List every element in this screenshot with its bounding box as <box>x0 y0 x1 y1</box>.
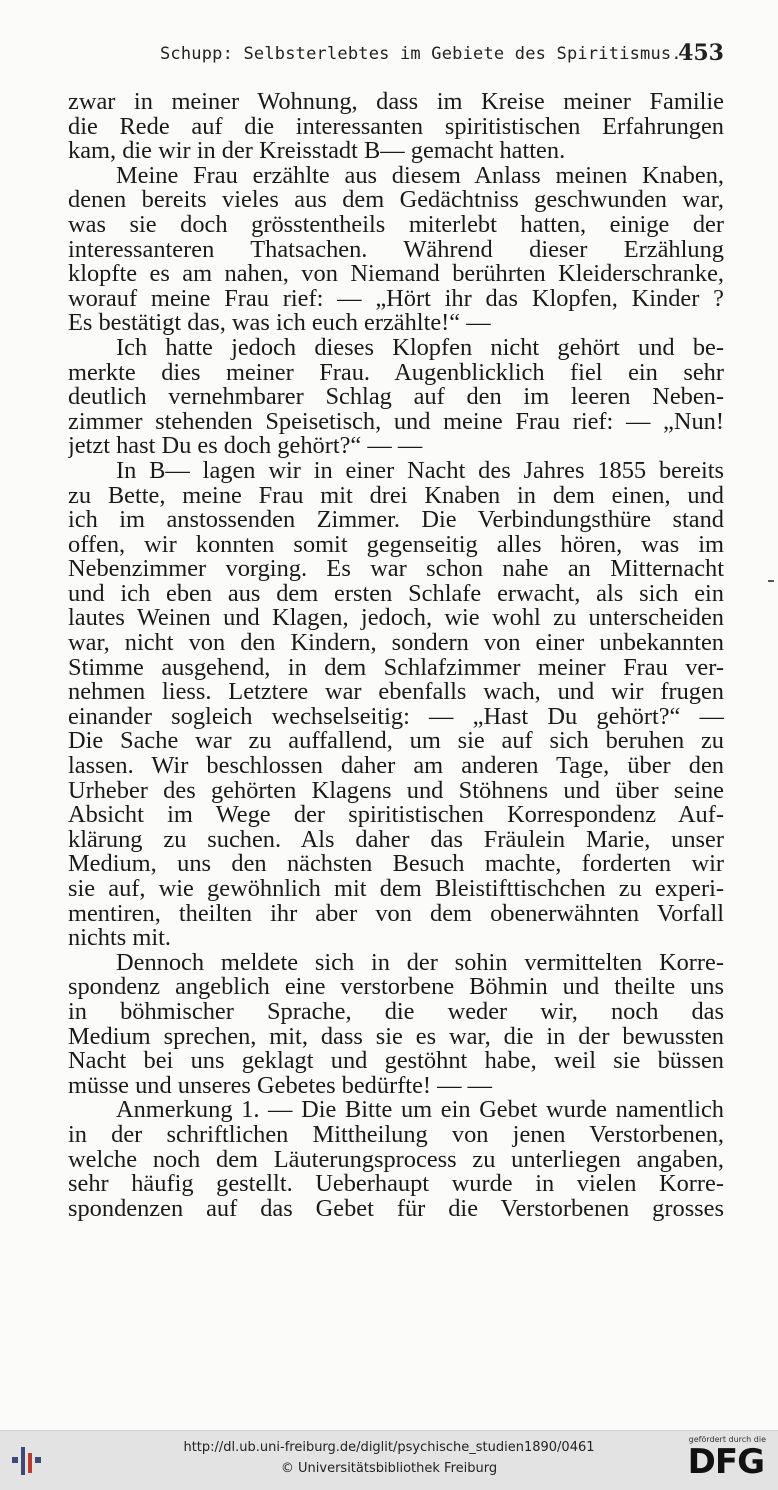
text-line: nichts mit. <box>68 926 171 951</box>
text-line: deutlich vernehmbarer Schlag auf den im leeren Neben- <box>68 385 724 410</box>
text-line: zwar in meiner Wohnung, dass im Kreise meiner Familie <box>68 90 724 115</box>
text-line: nehmen liess. Letztere war ebenfalls wach, und wir frugen <box>68 680 724 705</box>
copyright-notice: © Universitätsbibliothek Freiburg <box>280 1461 498 1476</box>
text-line: kam, die wir in der Kreisstadt B— gemacht hatten. <box>68 139 566 164</box>
body-text <box>68 90 724 1221</box>
text-line: Stimme ausgehend, in dem Schlafzimmer meiner Frau ver- <box>68 655 724 681</box>
text-line: Nebenzimmer vorging. Es war schon nahe an Mitternacht <box>68 557 724 582</box>
page-header <box>68 38 724 72</box>
text-line: In B— lagen wir in einer Nacht des Jahres 1855 bereits <box>116 458 724 484</box>
text-line: Absicht im Wege der spiritistischen Korrespondenz Auf- <box>68 803 724 828</box>
text-line: und ich eben aus dem ersten Schlafe erwacht, als sich ein <box>68 581 724 607</box>
footnote-line: spondenzen auf das Gebet für die Verstorbenen grosses <box>68 1196 724 1222</box>
dfg-logo[interactable]: DFG <box>687 1442 764 1482</box>
dfg-caption: gefördert durch die <box>688 1435 766 1444</box>
text-line: zu Bette, meine Frau mit drei Knaben in dem einen, und <box>68 483 724 509</box>
footnote-line: Anmerkung 1. — Die Bitte um ein Gebet wurde namentlich <box>116 1098 724 1123</box>
text-line: war, nicht von den Kindern, sondern von einer unbekannten <box>68 631 724 656</box>
text-line: klärung zu suchen. Als daher das Fräulein Marie, unser <box>68 827 724 853</box>
text-line: müsse und unseres Gebetes bedürfte! — — <box>68 1073 493 1099</box>
viewer-footer <box>0 1430 778 1490</box>
footnote-line: in der schriftlichen Mittheilung von jenen Verstorbenen, <box>68 1122 724 1148</box>
text-line: lassen. Wir beschlossen daher am anderen Tage, über den <box>68 754 724 779</box>
text-line: klopfte es am nahen, von Niemand berührten Kleiderschranke, <box>68 262 724 287</box>
text-line: die Rede auf die interessanten spiritistischen Erfahrungen <box>68 114 724 140</box>
text-line: spondenz angeblich eine verstorbene Böhmin und theilte uns <box>68 975 724 1000</box>
text-line: Dennoch meldete sich in der sohin vermittelten Korre- <box>116 950 724 976</box>
text-line: sie auf, wie gewöhnlich mit dem Bleistifttischchen zu experi- <box>68 877 724 902</box>
text-line: offen, wir konnten somit gegenseitig alles hören, was im <box>68 532 724 558</box>
text-line: Medium, uns den nächsten Besuch machte, forderten wir <box>68 852 724 877</box>
permalink-url[interactable]: http://dl.ub.uni-freiburg.de/diglit/psychische_studien1890/0461 <box>183 1440 595 1455</box>
text-line: Meine Frau erzählte aus diesem Anlass meinen Knaben, <box>116 163 724 189</box>
footnote-line: welche noch dem Läuterungsprocess zu unterliegen angaben, <box>68 1147 724 1173</box>
margin-mark <box>768 580 774 582</box>
text-line: Nacht bei uns geklagt und gestöhnt habe, weil sie büssen <box>68 1049 724 1074</box>
footnote-line: sehr häufig gestellt. Ueberhaupt wurde in vielen Korre- <box>68 1172 724 1197</box>
running-head: Schupp: Selbsterlebtes im Gebiete des Spiritismus. <box>160 44 682 64</box>
text-line: denen bereits vieles aus dem Gedächtniss geschwunden war, <box>68 188 724 213</box>
text-line: einander sogleich wechselseitig: — „Hast Du gehört?“ — <box>68 704 724 730</box>
text-line: zimmer stehenden Speisetisch, und meine Frau rief: — „Nun! <box>68 409 724 435</box>
text-line: merkte dies meiner Frau. Augenblicklich fiel ein sehr <box>68 360 724 386</box>
text-line: ich im anstossenden Zimmer. Die Verbindungsthüre stand <box>68 508 724 533</box>
text-line: worauf meine Frau rief: — „Hört ihr das Klopfen, Kinder ? <box>68 286 724 312</box>
page-number: 453 <box>678 40 724 66</box>
text-line: in böhmischer Sprache, die weder wir, noch das <box>68 999 724 1025</box>
text-line: Die Sache war zu auffallend, um sie auf sich beruhen zu <box>68 729 724 755</box>
text-line: mentiren, theilten ihr aber von dem obenerwähnten Vorfall <box>68 901 724 927</box>
text-line: lautes Weinen und Klagen, jedoch, wie wohl zu unterscheiden <box>68 606 724 632</box>
text-line: interessanteren Thatsachen. Während dieser Erzählung <box>68 237 724 263</box>
text-line: Es bestätigt das, was ich euch erzählte!“ — <box>68 311 491 336</box>
text-line: was sie doch grösstentheils miterlebt hatten, einige der <box>68 212 724 238</box>
text-line: Ich hatte jedoch dieses Klopfen nicht gehört und be- <box>116 335 724 361</box>
text-line: jetzt hast Du es doch gehört?“ — — <box>68 434 423 459</box>
text-line: Urheber des gehörten Klagens und Stöhnens und über seine <box>68 778 724 804</box>
text-line: Medium sprechen, mit, dass sie es war, die in der bewussten <box>68 1024 724 1050</box>
